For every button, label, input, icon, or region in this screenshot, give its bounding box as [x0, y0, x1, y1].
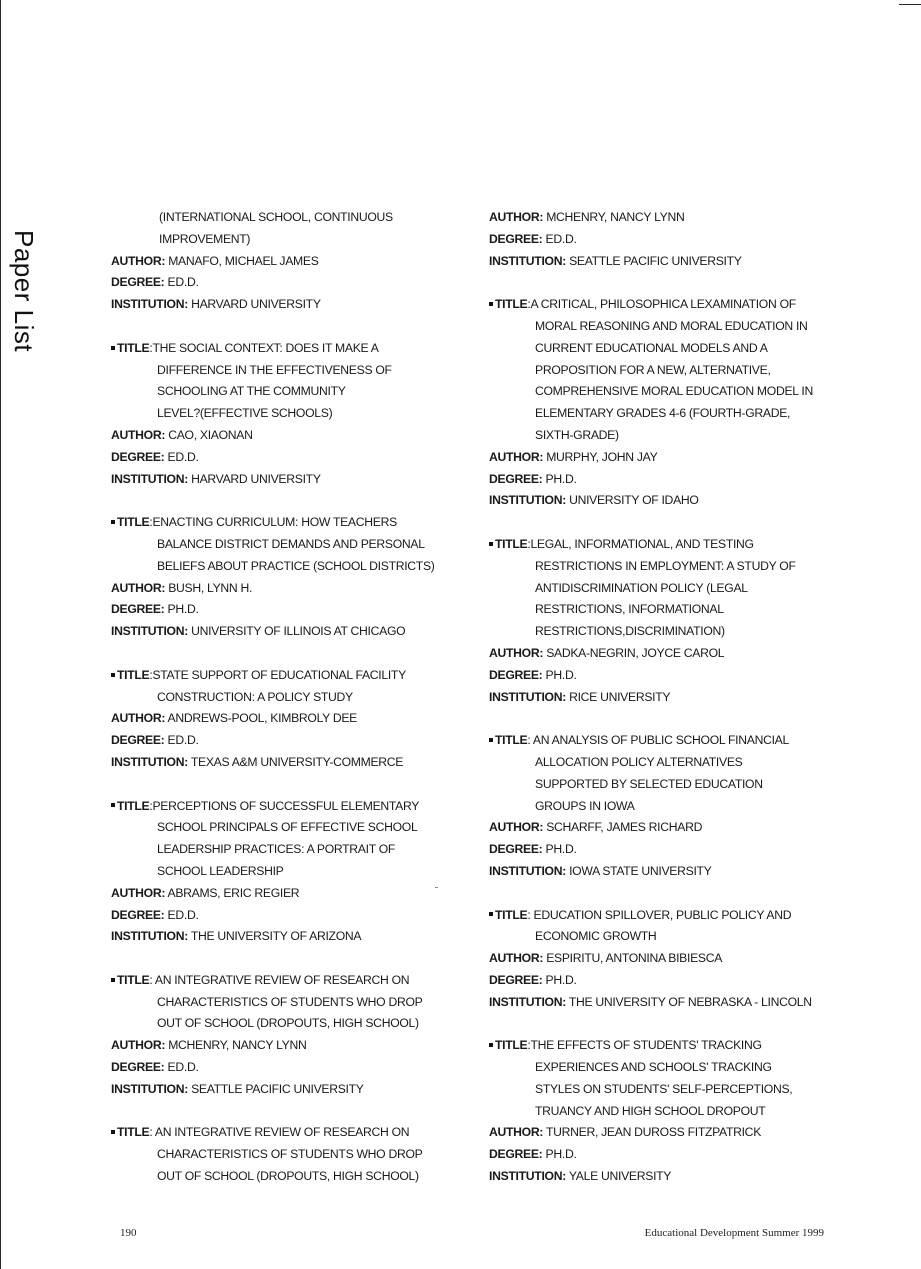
title-text: PERCEPTIONS OF SUCCESSFUL ELEMENTARY [152, 798, 420, 813]
author-line [111, 251, 451, 273]
title-label: TITLE [495, 733, 528, 748]
author-value: MCHENRY, NANCY LYNN [168, 1038, 307, 1053]
institution-value: RICE UNIVERSITY [569, 689, 671, 704]
title-continuation-line: PROPOSITION FOR A NEW, ALTERNATIVE, [535, 362, 771, 377]
author-value: ESPIRITU, ANTONINA BIBIESCA [546, 951, 723, 966]
title-colon: : [527, 907, 531, 922]
section-side-label: Paper List [9, 230, 39, 353]
title-continuation-line: OUT OF SCHOOL (DROPOUTS, HIGH SCHOOL) [157, 1169, 419, 1184]
degree-line [489, 1144, 829, 1166]
left-column [111, 207, 451, 1188]
page-corner-rule [899, 4, 921, 5]
institution-line [489, 1166, 829, 1188]
entry-spacer [111, 1101, 451, 1123]
title-continuation-line: SCHOOLING AT THE COMMUNITY [157, 384, 346, 399]
institution-label: INSTITUTION: [489, 253, 566, 268]
bullet-icon [111, 673, 115, 677]
institution-line [111, 926, 451, 948]
entry-spacer [111, 948, 451, 970]
author-line [111, 425, 451, 447]
title-line [111, 1122, 451, 1144]
title-continuation-line: DIFFERENCE IN THE EFFECTIVENESS OF [157, 362, 392, 377]
paper-entry [111, 512, 451, 643]
title-text: STATE SUPPORT OF EDUCATIONAL FACILITY [152, 667, 406, 682]
title-continuation-line: RESTRICTIONS, INFORMATIONAL [535, 602, 724, 617]
paper-entry [111, 338, 451, 491]
institution-line [489, 490, 829, 512]
institution-label: INSTITUTION: [111, 929, 188, 944]
paper-entry [111, 970, 451, 1101]
institution-value: THE UNIVERSITY OF ARIZONA [190, 929, 362, 944]
author-line [111, 883, 451, 905]
title-continuation-line: TRUANCY AND HIGH SCHOOL DROPOUT [535, 1103, 766, 1118]
title-continuation-line: SCHOOL PRINCIPALS OF EFFECTIVE SCHOOL [157, 820, 418, 835]
author-value: BUSH, LYNN H. [168, 580, 253, 595]
author-label: AUTHOR: [111, 253, 166, 268]
degree-line [489, 229, 829, 251]
paper-entry [489, 730, 829, 883]
title-colon: : [149, 340, 153, 355]
degree-value: ED.D. [167, 449, 199, 464]
author-line [489, 948, 829, 970]
institution-label: INSTITUTION: [489, 689, 566, 704]
institution-label: INSTITUTION: [489, 493, 566, 508]
title-line [111, 665, 451, 687]
author-label: AUTHOR: [489, 449, 544, 464]
title-colon: : [149, 972, 153, 987]
title-continuation-line: SIXTH-GRADE) [535, 427, 619, 442]
title-colon: : [527, 733, 531, 748]
author-value: SCHARFF, JAMES RICHARD [546, 820, 703, 835]
degree-label: DEGREE: [111, 602, 165, 617]
degree-value: ED.D. [167, 1060, 199, 1075]
degree-label: DEGREE: [489, 972, 543, 987]
author-line [489, 447, 829, 469]
title-continuation-line: LEVEL?(EFFECTIVE SCHOOLS) [157, 406, 333, 421]
author-line [489, 817, 829, 839]
degree-value: ED.D. [167, 907, 199, 922]
bullet-icon [489, 542, 493, 546]
title-continuation-line: STYLES ON STUDENTS' SELF-PERCEPTIONS, [535, 1081, 793, 1096]
paper-entry [111, 1122, 451, 1187]
title-colon: : [527, 1038, 531, 1053]
title-line [489, 1035, 829, 1057]
degree-line [489, 469, 829, 491]
institution-label: INSTITUTION: [489, 994, 566, 1009]
author-line [489, 643, 829, 665]
degree-line [111, 905, 451, 927]
author-line [111, 578, 451, 600]
institution-value: SEATTLE PACIFIC UNIVERSITY [191, 1081, 364, 1096]
bullet-icon [489, 738, 493, 742]
institution-value: THE UNIVERSITY OF NEBRASKA - LINCOLN [568, 994, 812, 1009]
title-label: TITLE [495, 1038, 528, 1053]
title-continuation-line: ECONOMIC GROWTH [535, 929, 657, 944]
title-continuation-line: MORAL REASONING AND MORAL EDUCATION IN [535, 318, 808, 333]
degree-value: PH.D. [545, 842, 577, 857]
degree-line [111, 1057, 451, 1079]
title-continuation-line: CURRENT EDUCATIONAL MODELS AND A [535, 340, 768, 355]
institution-value: YALE UNIVERSITY [568, 1169, 672, 1184]
degree-value: ED.D. [167, 275, 199, 290]
title-text: EDUCATION SPILLOVER, PUBLIC POLICY AND [530, 907, 792, 922]
title-text: THE EFFECTS OF STUDENTS' TRACKING [530, 1038, 762, 1053]
bullet-icon [489, 912, 493, 916]
title-continuation-line: ANTIDISCRIMINATION POLICY (LEGAL [535, 580, 748, 595]
title-label: TITLE [117, 972, 150, 987]
institution-line [489, 251, 829, 273]
degree-line [489, 839, 829, 861]
title-text: LEGAL, INFORMATIONAL, AND TESTING [530, 536, 754, 551]
title-line [489, 534, 829, 556]
author-label: AUTHOR: [489, 951, 544, 966]
paper-entry [111, 665, 451, 774]
title-text: AN INTEGRATIVE REVIEW OF RESEARCH ON [152, 1125, 410, 1140]
title-line [111, 512, 451, 534]
title-continuation-line: (INTERNATIONAL SCHOOL, CONTINUOUS [159, 210, 393, 224]
institution-line [489, 861, 829, 883]
institution-value: IOWA STATE UNIVERSITY [569, 863, 712, 878]
degree-label: DEGREE: [489, 1147, 543, 1162]
title-continuation-line: ELEMENTARY GRADES 4-6 (FOURTH-GRADE, [535, 406, 791, 421]
institution-value: HARVARD UNIVERSITY [191, 471, 321, 486]
title-text: AN INTEGRATIVE REVIEW OF RESEARCH ON [152, 972, 410, 987]
paper-entry [489, 534, 829, 708]
degree-value: PH.D. [545, 471, 577, 486]
author-value: ABRAMS, ERIC REGIER [167, 885, 300, 900]
author-label: AUTHOR: [489, 210, 544, 224]
title-line [489, 294, 829, 316]
institution-value: TEXAS A&M UNIVERSITY-COMMERCE [190, 754, 404, 769]
institution-line [111, 1079, 451, 1101]
institution-label: INSTITUTION: [111, 1081, 188, 1096]
bullet-icon [489, 302, 493, 306]
title-label: TITLE [117, 798, 150, 813]
author-line [111, 1035, 451, 1057]
author-value: CAO, XIAONAN [168, 427, 253, 442]
title-text: A CRITICAL, PHILOSOPHICA LEXAMINATION OF [530, 297, 796, 312]
institution-label: INSTITUTION: [489, 1169, 566, 1184]
entry-spacer [111, 316, 451, 338]
right-column [489, 207, 829, 1188]
institution-line [111, 621, 451, 643]
degree-value: PH.D. [167, 602, 199, 617]
degree-value: PH.D. [545, 1147, 577, 1162]
degree-line [111, 599, 451, 621]
author-value: ANDREWS-POOL, KIMBROLY DEE [167, 711, 358, 726]
degree-line [111, 447, 451, 469]
author-value: MURPHY, JOHN JAY [546, 449, 658, 464]
degree-line [489, 665, 829, 687]
title-text: THE SOCIAL CONTEXT: DOES IT MAKE A [152, 340, 379, 355]
title-label: TITLE [117, 340, 150, 355]
degree-label: DEGREE: [111, 1060, 165, 1075]
title-label: TITLE [117, 515, 150, 530]
title-continuation-line: BELIEFS ABOUT PRACTICE (SCHOOL DISTRICTS) [157, 558, 435, 573]
title-continuation-line: SCHOOL LEADERSHIP [157, 863, 284, 878]
title-colon: : [149, 1125, 153, 1140]
paper-entry [489, 905, 829, 1014]
author-line [111, 708, 451, 730]
author-value: MCHENRY, NANCY LYNN [546, 210, 685, 224]
degree-value: ED.D. [167, 733, 199, 748]
title-label: TITLE [117, 1125, 150, 1140]
bullet-icon [111, 520, 115, 524]
degree-line [489, 970, 829, 992]
degree-value: PH.D. [545, 972, 577, 987]
title-line [489, 730, 829, 752]
institution-value: HARVARD UNIVERSITY [191, 297, 321, 312]
bullet-icon [111, 346, 115, 350]
institution-label: INSTITUTION: [111, 624, 188, 639]
entry-spacer [489, 1013, 829, 1035]
title-colon: : [527, 297, 531, 312]
entry-spacer [111, 490, 451, 512]
title-continuation-line: CHARACTERISTICS OF STUDENTS WHO DROP [157, 994, 423, 1009]
title-colon: : [149, 667, 153, 682]
institution-line [111, 752, 451, 774]
institution-label: INSTITUTION: [489, 863, 566, 878]
title-line [111, 796, 451, 818]
institution-label: INSTITUTION: [111, 754, 188, 769]
author-label: AUTHOR: [489, 1125, 544, 1140]
title-colon: : [149, 798, 153, 813]
paper-entry-continued [111, 207, 451, 316]
entry-spacer [489, 512, 829, 534]
title-continuation-line: CONSTRUCTION: A POLICY STUDY [157, 689, 353, 704]
degree-value: ED.D. [545, 231, 577, 246]
title-line [111, 970, 451, 992]
title-label: TITLE [495, 297, 528, 312]
degree-label: DEGREE: [489, 667, 543, 682]
author-label: AUTHOR: [111, 1038, 166, 1053]
degree-line [111, 730, 451, 752]
author-label: AUTHOR: [111, 885, 166, 900]
bullet-icon [489, 1043, 493, 1047]
degree-label: DEGREE: [111, 275, 165, 290]
title-continuation-line: CHARACTERISTICS OF STUDENTS WHO DROP [157, 1147, 423, 1162]
title-line [489, 905, 829, 927]
title-continuation-line: LEADERSHIP PRACTICES: A PORTRAIT OF [157, 842, 396, 857]
institution-value: SEATTLE PACIFIC UNIVERSITY [569, 253, 742, 268]
author-value: SADKA-NEGRIN, JOYCE CAROL [546, 645, 725, 660]
degree-value: PH.D. [545, 667, 577, 682]
institution-value: UNIVERSITY OF ILLINOIS AT CHICAGO [191, 624, 406, 639]
entry-spacer [489, 708, 829, 730]
title-continuation-line: OUT OF SCHOOL (DROPOUTS, HIGH SCHOOL) [157, 1016, 419, 1031]
institution-label: INSTITUTION: [111, 471, 188, 486]
title-continuation-line: ALLOCATION POLICY ALTERNATIVES [535, 754, 743, 769]
author-label: AUTHOR: [111, 427, 166, 442]
title-label: TITLE [117, 667, 150, 682]
paper-entry [489, 294, 829, 512]
title-continuation-line: EXPERIENCES AND SCHOOLS' TRACKING [535, 1060, 772, 1075]
degree-line [111, 272, 451, 294]
institution-line [489, 687, 829, 709]
institution-line [489, 992, 829, 1014]
entry-spacer [489, 883, 829, 905]
bullet-icon [111, 803, 115, 807]
author-value: MANAFO, MICHAEL JAMES [168, 253, 319, 268]
author-label: AUTHOR: [489, 645, 544, 660]
title-continuation-line: IMPROVEMENT) [159, 231, 251, 246]
title-label: TITLE [495, 536, 528, 551]
degree-label: DEGREE: [489, 842, 543, 857]
degree-label: DEGREE: [111, 907, 165, 922]
title-continuation-line: RESTRICTIONS IN EMPLOYMENT: A STUDY OF [535, 558, 796, 573]
title-continuation-line: GROUPS IN IOWA [535, 798, 635, 813]
author-label: AUTHOR: [111, 580, 166, 595]
title-text: ENACTING CURRICULUM: HOW TEACHERS [152, 515, 397, 530]
degree-label: DEGREE: [489, 231, 543, 246]
title-continuation-line: BALANCE DISTRICT DEMANDS AND PERSONAL [157, 536, 425, 551]
title-text: AN ANALYSIS OF PUBLIC SCHOOL FINANCIAL [530, 733, 789, 748]
author-line [489, 1122, 829, 1144]
page-number: 190 [120, 1227, 137, 1239]
title-continuation-line: SUPPORTED BY SELECTED EDUCATION [535, 776, 763, 791]
institution-label: INSTITUTION: [111, 297, 188, 312]
title-colon: : [149, 515, 153, 530]
bullet-icon [111, 1130, 115, 1134]
degree-label: DEGREE: [111, 733, 165, 748]
degree-label: DEGREE: [111, 449, 165, 464]
author-label: AUTHOR: [489, 820, 544, 835]
page-left-edge-rule [0, 0, 1, 1269]
title-continuation-line: COMPREHENSIVE MORAL EDUCATION MODEL IN [535, 384, 813, 399]
author-value: TURNER, JEAN DUROSS FITZPATRICK [545, 1125, 762, 1140]
author-line [489, 207, 829, 229]
paper-entry [489, 1035, 829, 1188]
author-label: AUTHOR: [111, 711, 166, 726]
institution-line [111, 294, 451, 316]
title-continuation-line: RESTRICTIONS,DISCRIMINATION) [535, 624, 725, 639]
publication-footer: Educational Development Summer 1999 [644, 1227, 824, 1239]
title-line [111, 338, 451, 360]
title-label: TITLE [495, 907, 528, 922]
institution-value: UNIVERSITY OF IDAHO [569, 493, 699, 508]
entry-spacer [111, 774, 451, 796]
entry-spacer [111, 643, 451, 665]
entry-spacer [489, 272, 829, 294]
title-colon: : [527, 536, 531, 551]
bullet-icon [111, 978, 115, 982]
paper-entry [111, 796, 451, 949]
institution-line [111, 469, 451, 491]
paper-entry-continued [489, 207, 829, 272]
degree-label: DEGREE: [489, 471, 543, 486]
